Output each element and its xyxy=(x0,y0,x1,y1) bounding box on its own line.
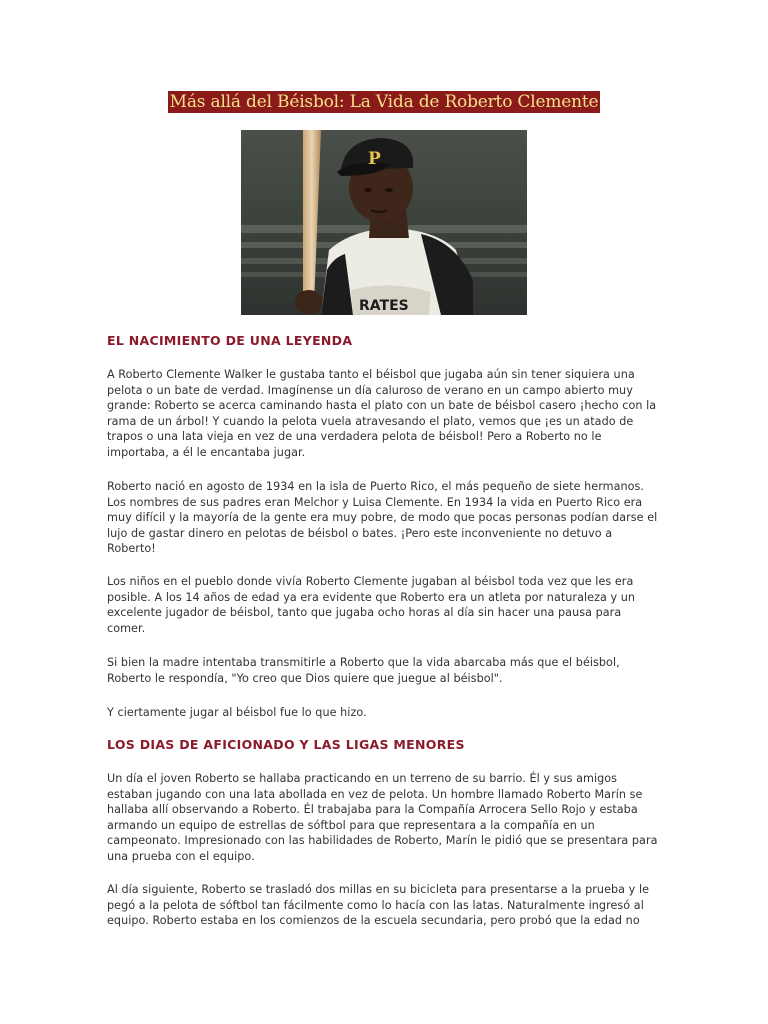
section-aficionado xyxy=(107,737,663,753)
paragraph: Un día el joven Roberto se hallaba practicando en un terreno de su barrio. Él y sus amigos estaban jugando con una lata abollada en vez de pelota. Un hombre llamado Roberto Marín se hallaba allí observando a Roberto. Él trabajaba para la Compañía Arrocera Sello Rojo y estaba armando un equipo de estrellas de sóftbol para que representara a la compañía en un campeonato. Impresionado con las habilidades de Roberto, Marín le pidió que se presentara para una prueba con el equipo. xyxy=(107,772,658,863)
paragraph-block xyxy=(107,882,663,929)
paragraph: A Roberto Clemente Walker le gustaba tanto el béisbol que jugaba aún sin tener siquiera una pelota o un bate de verdad. Imagínense un día caluroso de verano en un campo abierto muy grande: Roberto se acerca caminando hasta el plato con un bate de béisbol casero ¡hecho con la rama de un árbol! Y cuando la pelota vuela atravesando el plato, vemos que ¡es un atado de trapos o una lata vieja en vez de una verdadera pelota de béisbol! Pero a Roberto no le importaba, a él le encantaba jugar. xyxy=(107,368,657,459)
photo-illustration xyxy=(241,130,527,315)
paragraph-block xyxy=(107,479,663,557)
title-wrap xyxy=(0,91,768,113)
baseball-player-photo xyxy=(241,130,527,315)
paragraph: Roberto nació en agosto de 1934 en la isla de Puerto Rico, el más pequeño de siete hermanos. Los nombres de sus padres eran Melchor y Luisa Clemente. En 1934 la vida en Puerto Rico era muy difícil y la mayoría de la gente era muy pobre, de modo que pocas personas podían darse el lujo de gastar dinero en pelotas de béisbol o bates. ¡Pero este inconveniente no detuvo a Roberto! xyxy=(107,480,658,556)
svg-text:P: P xyxy=(368,149,381,169)
paragraph: Al día siguiente, Roberto se trasladó dos millas en su bicicleta para presentarse a la prueba y le pegó a la pelota de sóftbol tan fácilmente como lo hacía con las latas. Naturalmente ingresó al equipo. Roberto estaba en los comienzos de la escuela secundaria, pero probó que la edad no xyxy=(107,883,650,928)
paragraph-block xyxy=(107,655,663,686)
svg-text:RATES: RATES xyxy=(359,298,409,314)
paragraph-block xyxy=(107,367,663,461)
paragraph-block xyxy=(107,705,663,721)
page-title: Más allá del Béisbol: La Vida de Roberto Clemente xyxy=(169,92,599,112)
section-nacimiento xyxy=(107,333,663,349)
paragraph-block xyxy=(107,771,663,865)
paragraph: Y ciertamente jugar al béisbol fue lo que hizo. xyxy=(107,706,367,719)
paragraph: Si bien la madre intentaba transmitirle a Roberto que la vida abarcaba más que el béisbol, Roberto le respondía, "Yo creo que Dios quiere que juegue al béisbol". xyxy=(107,656,620,685)
paragraph-block xyxy=(107,574,663,636)
section-heading: EL NACIMIENTO DE UNA LEYENDA xyxy=(107,333,353,348)
paragraph: Los niños en el pueblo donde vivía Roberto Clemente jugaban al béisbol toda vez que les era posible. A los 14 años de edad ya era evidente que Roberto era un atleta por naturaleza y un excelente jugador de béisbol, tanto que jugaba ocho horas al día sin hacer una pausa para comer. xyxy=(107,575,636,635)
section-heading: LOS DIAS DE AFICIONADO Y LAS LIGAS MENORES xyxy=(107,737,465,752)
